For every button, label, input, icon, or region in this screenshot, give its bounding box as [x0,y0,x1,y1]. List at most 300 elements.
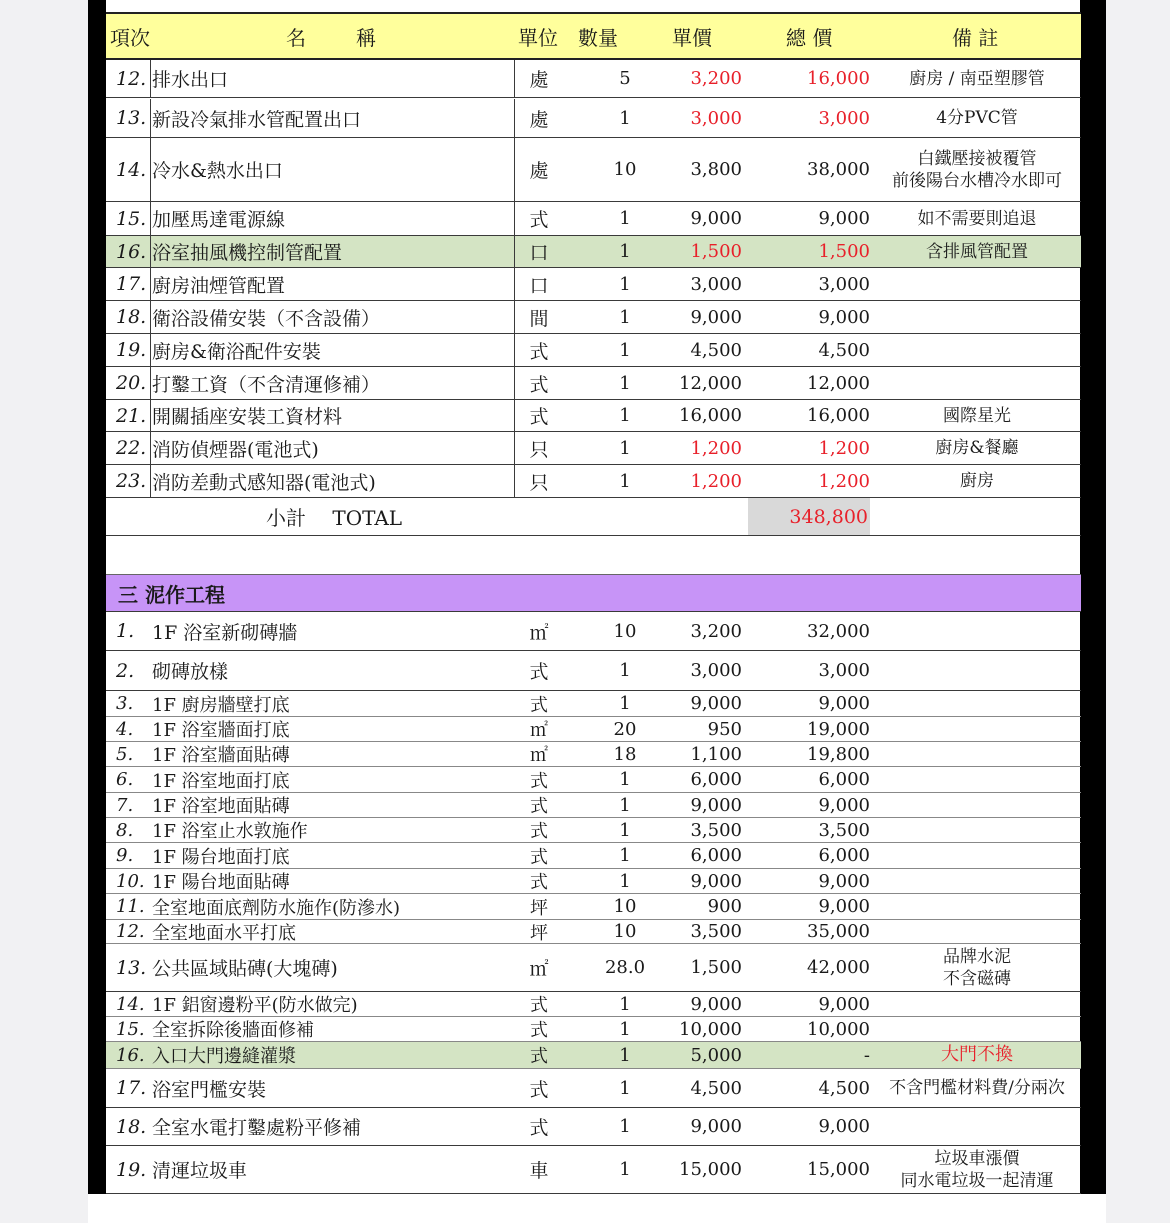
item-note [882,767,1072,792]
item-note [882,367,1072,399]
item-unit-price: 3,000 [690,660,742,681]
table-row [106,612,1081,651]
item-total: 1,200 [818,470,870,492]
item-qty: 1 [619,870,631,892]
item-name: 砌磚放樣 [152,661,229,683]
item-name: 廚房油煙管配置 [152,274,286,297]
row-number: 17. [116,273,147,295]
section-title: 三 泥作工程 [118,582,225,607]
item-unit-price: 16,000 [679,405,742,426]
item-qty: 1 [619,1044,631,1066]
item-note [882,612,1072,650]
item-unit: 式 [530,872,548,893]
item-qty: 1 [619,794,631,816]
item-unit-price: 1,500 [690,957,742,978]
item-unit: 式 [530,694,548,716]
row-number: 14. [116,158,147,181]
item-note-line1: 大門不換 [941,1044,1013,1065]
item-unit: 只 [529,471,549,494]
item-note [882,742,1072,766]
item-name: 冷水&熱水出口 [152,160,283,182]
table-row [106,793,1081,818]
item-name: 全室地面水平打底 [152,922,296,944]
item-note [882,1069,1072,1107]
item-unit-price: 4,500 [690,339,742,361]
item-qty: 10 [613,921,637,942]
row-number: 16. [116,240,147,263]
column-divider [150,236,151,267]
item-note [882,432,1072,464]
item-unit-price: 6,000 [690,845,742,866]
item-unit-price: 9,000 [690,993,742,1015]
item-qty: 1 [619,693,631,714]
item-total: 9,000 [818,794,870,816]
item-total: 1,200 [818,437,870,459]
item-qty: 1 [619,273,631,295]
item-name: 1F 陽台地面打底 [152,846,290,868]
item-unit: 口 [529,242,549,264]
item-unit: 坪 [530,922,548,944]
item-unit: 口 [529,274,549,297]
item-note [882,651,1072,690]
item-name: 1F 浴室止水敦施作 [152,821,308,842]
item-name: 加壓馬達電源線 [152,209,286,231]
item-note [882,268,1072,300]
row-number: 7. [116,794,134,816]
table-row [106,742,1081,767]
item-note-line2: 前後陽台水槽冷水即可 [892,170,1062,191]
item-qty: 1 [619,993,631,1015]
item-unit: 式 [530,846,548,868]
item-qty: 1 [619,1077,631,1099]
table-row [106,465,1081,498]
item-qty: 20 [613,718,637,740]
item-total: 19,000 [807,718,870,740]
header-price: 單價 [672,25,712,50]
column-divider [150,99,151,137]
item-total: 12,000 [807,372,870,394]
item-unit: ㎡ [529,958,549,980]
header-name-2: 稱 [356,25,376,50]
item-note [882,138,1072,201]
item-name: 入口大門邊縫灌漿 [152,1046,296,1067]
item-unit: 處 [529,108,549,131]
item-name: 消防偵煙器(電池式) [152,438,319,461]
item-note [882,334,1072,366]
row-number: 20. [116,372,147,394]
item-unit: 式 [530,770,548,792]
row-number: 1. [116,620,135,642]
item-unit: ㎡ [530,720,548,741]
item-name: 開關插座安裝工資材料 [152,406,343,428]
table-row [106,944,1081,992]
item-unit-price: 9,000 [690,208,742,229]
column-divider [150,60,151,97]
header-total: 總 價 [786,25,833,50]
item-unit-price: 950 [707,718,742,740]
item-unit-price: 9,000 [690,870,742,892]
column-divider [514,465,515,497]
item-unit: 式 [530,995,548,1016]
table-row [106,691,1081,717]
row-number: 18. [116,1115,147,1138]
item-unit-price: 3,500 [690,921,742,942]
column-divider [514,301,515,333]
table-row [106,1069,1081,1108]
item-unit-price: 9,000 [690,306,742,328]
column-divider [514,268,515,300]
item-unit: 式 [529,406,549,428]
item-unit-price: 3,200 [690,68,742,89]
item-total: 10,000 [807,1018,870,1040]
page-edge-left [88,0,106,1194]
item-qty: 1 [619,1018,631,1040]
item-total: 6,000 [818,769,870,790]
item-note [882,1108,1072,1145]
item-qty: 18 [613,743,637,765]
item-note [882,793,1072,817]
item-note-line1: 品牌水泥 [943,946,1011,967]
item-unit-price: 9,000 [690,693,742,714]
item-note [882,1042,1072,1068]
table-row [106,301,1081,334]
item-note-line1: 垃圾車漲價 [934,1148,1020,1169]
item-total: 3,000 [818,107,870,129]
item-note [882,691,1072,716]
item-unit-price: 3,000 [690,273,742,295]
row-number: 17. [116,1077,147,1099]
item-unit: 式 [529,661,549,683]
item-qty: 1 [619,1159,631,1180]
item-qty: 1 [619,845,631,866]
item-qty: 1 [619,819,631,841]
column-divider [514,334,515,366]
item-total: 3,500 [818,819,870,841]
item-qty: 1 [619,437,631,459]
item-note [882,869,1072,893]
item-total: 4,500 [818,339,870,361]
table-row [106,60,1081,98]
item-note [882,894,1072,919]
item-name: 新設冷氣排水管配置出口 [152,108,362,131]
item-qty: 1 [619,208,631,229]
item-total: 35,000 [807,921,870,942]
item-unit-price: 3,200 [690,620,742,642]
item-total: 15,000 [807,1159,870,1180]
item-note [882,944,1072,991]
item-unit-price: 3,000 [690,107,742,129]
subtotal-value: 348,800 [748,498,870,535]
item-unit: 式 [529,209,549,231]
item-name: 1F 浴室地面貼磚 [152,796,290,817]
item-qty: 1 [619,769,631,790]
table-row [106,1108,1081,1146]
item-name: 1F 廚房牆壁打底 [152,694,290,716]
item-unit-price: 9,000 [690,1116,742,1137]
item-name: 1F 鋁窗邊粉平(防水做完) [152,995,358,1016]
item-qty: 1 [619,405,631,426]
item-qty: 1 [619,1116,631,1137]
item-total: 42,000 [807,957,870,978]
item-note [882,465,1072,497]
column-divider [150,301,151,333]
table-row [106,920,1081,944]
item-total: 9,000 [818,306,870,328]
item-total: 4,500 [818,1077,870,1099]
item-note [882,992,1072,1016]
table-row [106,717,1081,742]
item-unit: ㎡ [529,621,549,644]
table-row [106,334,1081,367]
item-unit-price: 15,000 [679,1159,742,1180]
item-name: 全室地面底劑防水施作(防滲水) [152,897,401,919]
item-name: 浴室抽風機控制管配置 [152,242,343,264]
item-note [882,1017,1072,1041]
table-row [106,400,1081,432]
item-unit-price: 1,100 [690,743,742,765]
item-total: 9,000 [818,1116,870,1137]
item-unit: 只 [529,438,549,461]
item-note [882,99,1072,137]
item-note-line1: 如不需要則追退 [917,208,1037,229]
header-name-1: 名 [286,25,306,50]
item-note [882,202,1072,235]
item-name: 廚房&衛浴配件安裝 [152,340,321,363]
column-divider [514,138,515,201]
row-number: 14. [116,993,145,1015]
item-qty: 1 [619,241,631,262]
column-divider [514,99,515,137]
item-qty: 1 [619,470,631,492]
row-number: 9. [116,845,134,866]
item-name: 消防差動式感知器(電池式) [152,471,376,494]
row-number: 5. [116,743,134,765]
item-unit-price: 12,000 [679,372,742,394]
header-note: 備 註 [952,25,999,50]
table-row [106,1042,1081,1069]
item-unit: 式 [530,796,548,817]
column-divider [150,268,151,300]
item-name: 排水出口 [152,69,229,91]
item-unit: 式 [529,1078,549,1101]
item-total: 16,000 [807,405,870,426]
item-note [882,60,1072,97]
item-name: 全室拆除後牆面修補 [152,1020,314,1041]
column-divider [150,334,151,366]
header-qty: 數量 [578,25,618,50]
item-unit-price: 4,500 [690,1077,742,1099]
item-unit: 式 [530,1046,548,1067]
table-row [106,367,1081,400]
item-unit-price: 10,000 [679,1018,742,1040]
item-qty: 1 [619,107,631,129]
item-note [882,1146,1072,1193]
item-name: 浴室門檻安裝 [152,1078,267,1101]
subtotal-label: 小計 TOTAL [266,506,403,530]
item-note [882,920,1072,943]
item-qty: 1 [619,339,631,361]
item-name: 1F 浴室地面打底 [152,770,290,792]
section-header-masonry [106,574,1081,612]
item-name: 1F 浴室牆面貼磚 [152,745,290,766]
item-total: - [863,1044,870,1066]
item-name: 公共區域貼磚(大塊磚) [152,958,338,980]
row-number: 15. [116,207,147,230]
page-edge-right [1080,0,1106,1194]
item-name: 清運垃圾車 [152,1160,248,1182]
table-row [106,767,1081,793]
row-number: 22. [116,437,147,459]
table-row [106,1146,1081,1194]
table-row [106,236,1081,268]
item-total: 19,800 [807,743,870,765]
table-row [106,268,1081,301]
column-divider [150,400,151,431]
row-number: 16. [116,1044,145,1066]
item-unit: ㎡ [530,745,548,766]
item-note-line1: 廚房 [960,471,994,491]
item-note [882,818,1072,842]
item-qty: 5 [619,68,631,89]
table-row [106,818,1081,843]
item-unit-price: 5,000 [690,1044,742,1066]
row-number: 18. [116,306,147,328]
item-qty: 10 [613,159,637,180]
row-number: 4. [116,718,134,740]
item-note [882,400,1072,431]
row-number: 6. [116,769,134,790]
column-divider [150,367,151,399]
item-unit: 間 [529,307,549,330]
row-number: 21. [116,404,147,427]
item-note-line1: 不含門檻材料費/分兩次 [889,1078,1065,1098]
header-unit: 單位 [518,25,558,50]
item-note [882,236,1072,267]
item-name: 全室水電打鑿處粉平修補 [152,1117,362,1139]
item-unit: 車 [529,1160,549,1182]
item-unit-price: 6,000 [690,769,742,790]
column-divider [514,202,515,235]
item-unit: 式 [529,1117,549,1139]
item-total: 32,000 [807,620,870,642]
column-divider [514,236,515,267]
item-name: 衛浴設備安裝（不含設備） [152,307,381,330]
item-unit: 處 [529,160,549,182]
item-unit-price: 1,200 [690,437,742,459]
item-total: 9,000 [818,993,870,1015]
column-divider [514,60,515,97]
table-row [106,869,1081,894]
item-name: 1F 陽台地面貼磚 [152,872,290,893]
item-total: 3,000 [818,660,870,681]
item-unit-price: 1,500 [690,241,742,262]
subtotal-row [106,498,1081,536]
row-number: 19. [116,339,147,361]
item-total: 6,000 [818,845,870,866]
item-unit: 式 [530,1020,548,1041]
table-row [106,843,1081,869]
item-unit: 處 [529,69,549,91]
row-number: 10. [116,870,145,892]
item-total: 9,000 [818,693,870,714]
item-total: 9,000 [818,208,870,229]
column-divider [514,400,515,431]
row-number: 15. [116,1018,145,1040]
column-divider [514,432,515,464]
row-number: 12. [116,921,145,942]
item-qty: 1 [619,372,631,394]
item-qty: 1 [619,660,631,681]
table-row [106,432,1081,465]
table-row [106,651,1081,691]
table-header [106,12,1081,60]
item-name: 打鑿工資（不含清運修補） [152,373,381,396]
item-note-line2: 不含磁磚 [943,968,1011,989]
item-unit: 坪 [530,897,548,919]
item-total: 38,000 [807,159,870,180]
item-note-line2: 同水電垃圾一起清運 [900,1170,1054,1191]
row-number: 13. [116,956,147,979]
item-note-line1: 廚房 / 南亞塑膠管 [909,68,1045,89]
item-unit-price: 1,200 [690,470,742,492]
item-note-line1: 白鐵壓接被覆管 [917,148,1037,169]
item-unit: 式 [529,373,549,396]
item-unit: 式 [529,340,549,363]
item-note-line1: 國際星光 [943,405,1011,426]
row-number: 19. [116,1158,147,1181]
table-row [106,1017,1081,1042]
row-number: 11. [116,896,145,917]
item-note [882,717,1072,741]
item-name: 1F 浴室新砌磚牆 [152,621,298,644]
item-total: 1,500 [818,241,870,262]
column-divider [150,138,151,201]
row-number: 2. [116,659,135,682]
table-row [106,202,1081,236]
item-unit-price: 9,000 [690,794,742,816]
table-row [106,894,1081,920]
header-no: 項次 [110,25,150,50]
item-note [882,301,1072,333]
column-divider [514,367,515,399]
item-unit: 式 [530,821,548,842]
item-unit-price: 3,500 [690,819,742,841]
item-qty: 1 [619,306,631,328]
item-note-line1: 廚房&餐廳 [935,438,1019,458]
item-unit-price: 3,800 [690,159,742,180]
column-divider [150,432,151,464]
item-total: 9,000 [818,870,870,892]
table-row [106,99,1081,138]
column-divider [150,465,151,497]
column-divider [150,202,151,235]
item-note-line1: 4分PVC管 [936,108,1018,128]
row-number: 23. [116,470,147,492]
row-number: 3. [116,693,134,714]
item-total: 3,000 [818,273,870,295]
item-qty: 10 [613,896,637,917]
item-qty: 10 [613,620,637,642]
item-unit-price: 900 [707,896,742,917]
table-row [106,138,1081,202]
item-note [882,843,1072,868]
item-note-line1: 含排風管配置 [926,241,1028,262]
table-row [106,992,1081,1017]
item-name: 1F 浴室牆面打底 [152,720,290,741]
row-number: 12. [116,67,147,90]
item-total: 9,000 [818,896,870,917]
item-total: 16,000 [807,68,870,89]
